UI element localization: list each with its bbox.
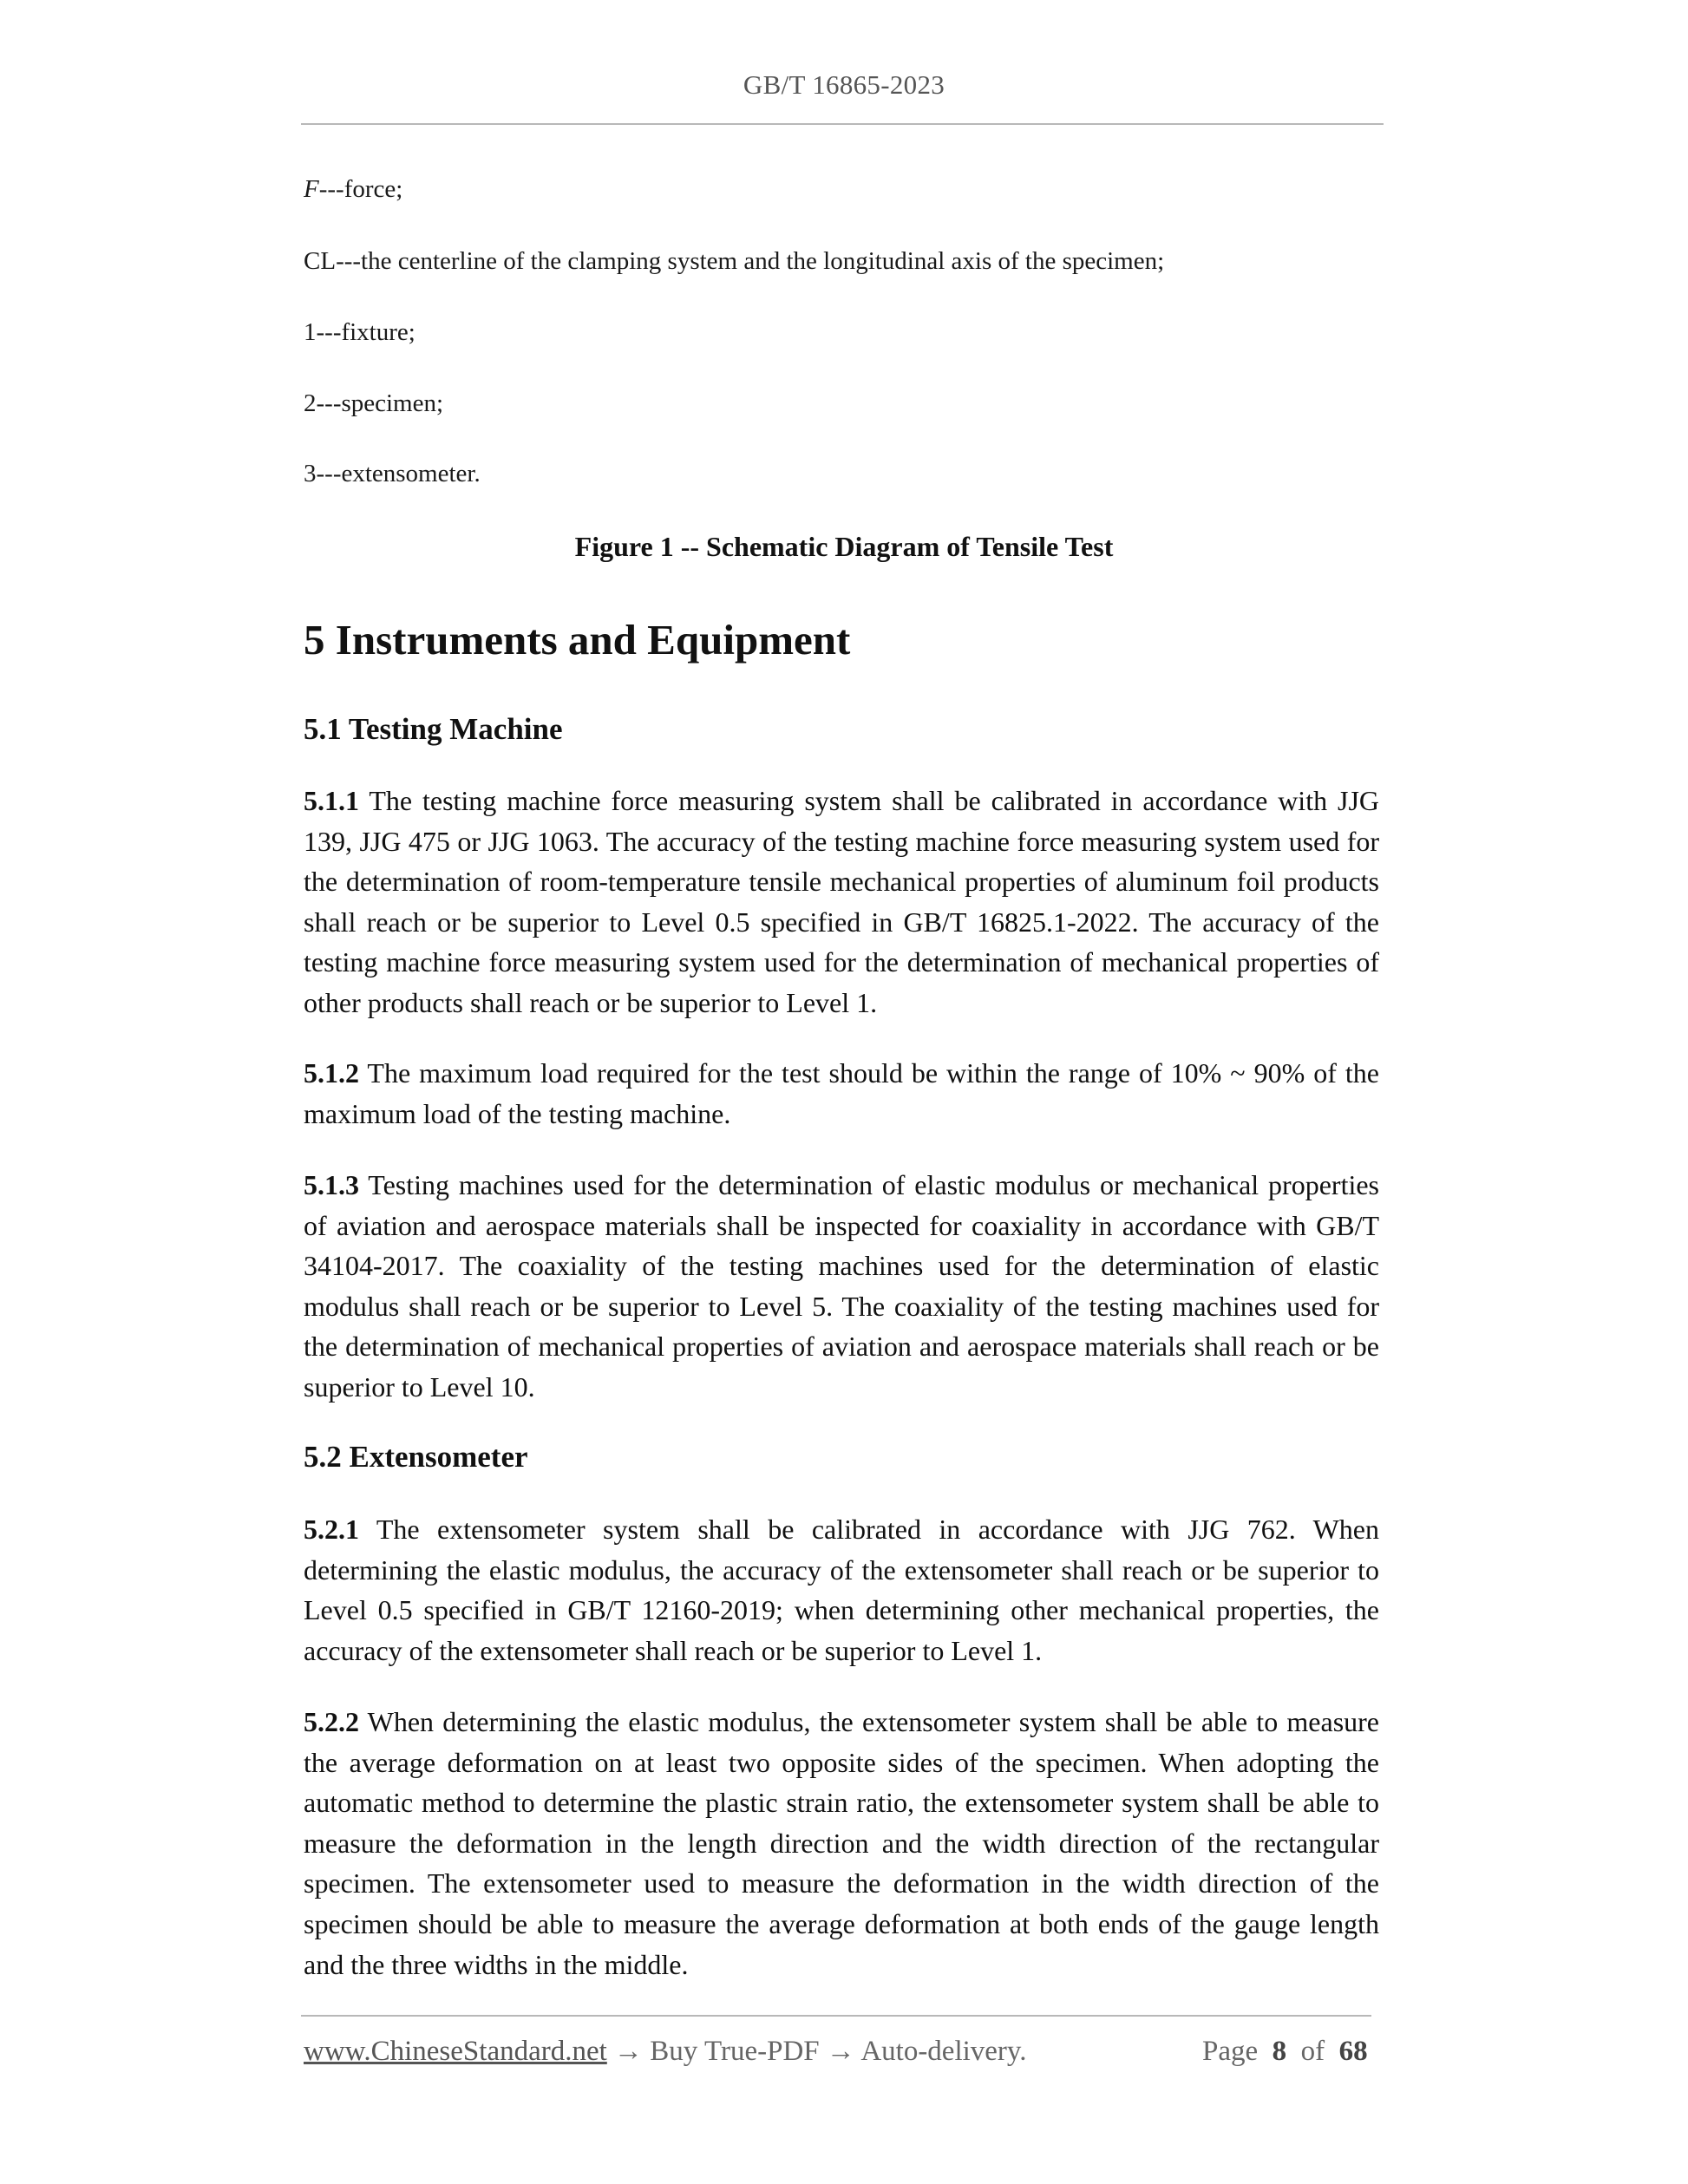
clause-5-1-2	[304, 1053, 1379, 1134]
clause-number: 5.1.2	[304, 1057, 359, 1089]
footer-divider	[301, 2015, 1371, 2017]
section-heading: 5 Instruments and Equipment	[304, 616, 851, 664]
legend-symbol: CL	[304, 247, 337, 275]
legend-item-specimen	[304, 389, 443, 418]
arrow-right-icon: →	[614, 2036, 644, 2067]
legend-text: ---fixture;	[316, 318, 415, 346]
legend-symbol: 2	[304, 389, 317, 417]
figure-caption: Figure 1 -- Schematic Diagram of Tensile Test	[574, 531, 1114, 562]
buy-true-pdf-text: Buy True-PDF	[650, 2036, 820, 2067]
clause-number: 5.1.1	[304, 785, 359, 816]
legend-text: ---force;	[318, 175, 403, 203]
clause-text: The extensometer system shall be calibrated in accordance with JJG 762. When determining the elastic modulus, the accuracy of the extensometer shall reach or be superior to Level 0.5 specified in GB/T 12160-2019; when determining other mechanical properties, the accuracy of the extensometer shall reach or be superior to Level 1.	[304, 1514, 1379, 1666]
legend-item-force	[304, 175, 402, 204]
clause-5-2-1	[304, 1509, 1379, 1671]
clause-number: 5.2.1	[304, 1514, 359, 1545]
legend-text: ---extensometer.	[316, 460, 481, 487]
page-total: 68	[1338, 2036, 1368, 2067]
legend-text: ---specimen;	[316, 389, 444, 417]
legend-item-extensometer	[304, 460, 481, 488]
clause-text: The testing machine force measuring system shall be calibrated in accordance with JJG 139, JJG 475 or JJG 1063. The accuracy of the testing machine force measuring system used for the determination of room-temperature tensile mechanical properties of aluminum foil products shall reach or be superior to Level 0.5 specified in GB/T 16825.1-2022. The accuracy of the testing machine force measuring system used for the determination of mechanical properties of other products shall reach or be superior to Level 1.	[304, 785, 1379, 1018]
clause-5-2-2	[304, 1702, 1379, 1985]
of-label: of	[1300, 2036, 1325, 2067]
website-link[interactable]: www.ChineseStandard.net	[304, 2036, 607, 2067]
clause-number: 5.2.2	[304, 1706, 359, 1737]
header-doc-id: GB/T 16865-2023	[743, 69, 945, 100]
clause-text: The maximum load required for the test should be within the range of 10% ~ 90% of the maximum load of the testing machine.	[304, 1057, 1379, 1129]
legend-symbol: 3	[304, 460, 317, 487]
header-divider	[301, 123, 1384, 125]
clause-text: When determining the elastic modulus, the extensometer system shall be able to measure the average deformation on at least two opposite sides of the specimen. When adopting the automatic method to determine the plastic strain ratio, the extensometer system shall be able to measure the deformation in the length direction and the width direction of the rectangular specimen. The extensometer used to measure the deformation in the width direction of the specimen should be able to measure the average deformation at both ends of the gauge length and the three widths in the middle.	[304, 1706, 1379, 1980]
clause-number: 5.1.3	[304, 1169, 359, 1200]
page-label: Page	[1202, 2036, 1259, 2067]
legend-symbol: F	[304, 175, 319, 203]
clause-5-1-1	[304, 781, 1379, 1023]
page-indicator	[1202, 2036, 1368, 2068]
legend-symbol: 1	[304, 318, 317, 346]
clause-text: Testing machines used for the determination of elastic modulus or mechanical properties of aviation and aerospace materials shall be inspected for coaxiality in accordance with GB/T 34104-2017. The coaxiality of the testing machines used for the determination of elastic modulus shall reach or be superior to Level 5. The coaxiality of the testing machines used for the determination of mechanical properties of aviation and aerospace materials shall reach or be superior to Level 10.	[304, 1169, 1379, 1403]
subsection-heading-extensometer: 5.2 Extensometer	[304, 1440, 528, 1474]
footer-promo	[304, 2036, 1027, 2068]
arrow-right-icon: →	[826, 2036, 855, 2067]
auto-delivery-text: Auto-delivery.	[860, 2036, 1027, 2067]
clause-5-1-3	[304, 1165, 1379, 1408]
legend-item-fixture	[304, 318, 415, 347]
subsection-heading-testing-machine: 5.1 Testing Machine	[304, 712, 563, 746]
legend-item-centerline	[304, 247, 1164, 276]
page-current: 8	[1272, 2036, 1287, 2067]
legend-text: ---the centerline of the clamping system and the longitudinal axis of the specimen;	[336, 247, 1165, 275]
